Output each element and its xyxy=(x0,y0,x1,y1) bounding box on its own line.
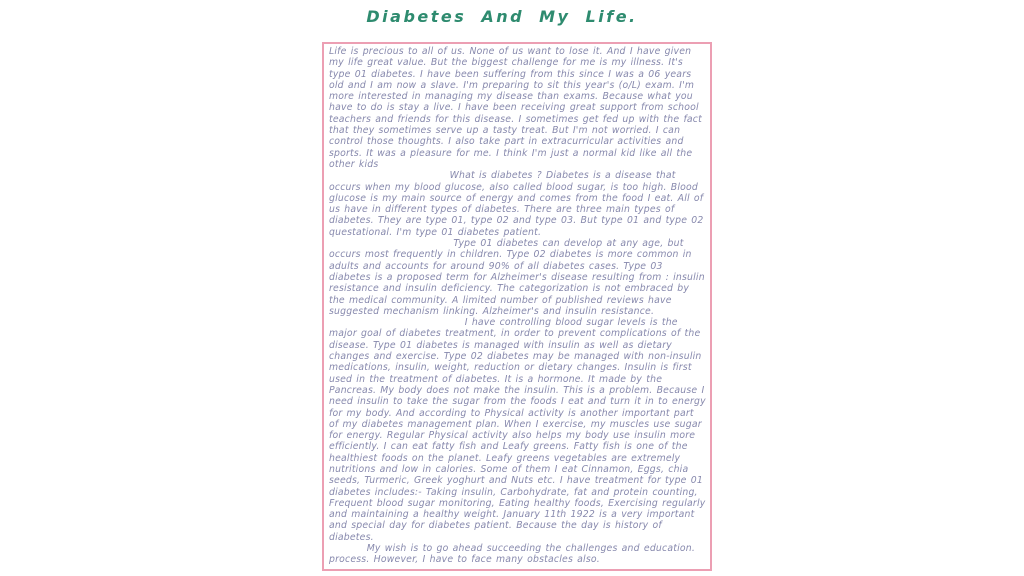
essay-paragraph: I have controlling blood sugar levels is the major goal of diabetes treatment, in order to prevent complications of the disease. Type 01 diabetes is managed with insulin as well as dietary changes and exercise. Type 02 diabetes may be managed with non-insulin medications, insulin, weight, reduction or dietary changes. Insulin is first used in the treatment of diabetes. It is a hormone. It made by the Pancreas. My body does not make the insulin. This is a problem. Because I need insulin to take the sugar from the foods I eat and turn it in to energy for my body. And according to Physical activity is another important part of my diabetes management plan. When I exercise, my muscles use sugar for energy. Regular Physical activity also helps my body use insulin more efficiently. I can eat fatty fish and Leafy greens. Fatty fish is one of the healthiest foods on the planet. Leafy greens vegetables are extremely nutritions and low in calories. Some of them I eat Cinnamon, Eggs, chia seeds, Turmeric, Greek yoghurt and Nuts etc. I have treatment for type 01 diabetes includes:- Taking insulin, Carbohydrate, fat and protein counting, Frequent blood sugar monitoring, Eating healthy foods, Exercising regularly and maintaining a healthy weight. January 11th 1922 is a very important and special day for diabetes patient. Because the day is history of diabetes. xyxy=(329,317,706,543)
essay-paragraph: Life is precious to all of us. None of us want to lose it. And I have given my life great value. But the biggest challenge for me is my illness. It's type 01 diabetes. I have been suffering from this since I was a 06 years old and I am now a slave. I'm preparing to sit this year's (o/L) exam. I'm more interested in managing my disease than exams. Because what you have to do is stay a live. I have been receiving great support from school teachers and friends for this disease. I sometimes get fed up with the fact that they sometimes serve up a tasty treat. But I'm not worried. I can control those thoughts. I also take part in extracurricular activities and sports. It was a pleasure for me. I think I'm just a normal kid like all the other kids xyxy=(329,46,702,170)
essay-paragraph: My wish is to go ahead succeeding the challenges and education. process. However, I have to face many obstacles also. xyxy=(329,543,695,566)
essay-title: Diabetes And My Life. xyxy=(366,7,638,26)
essay-border-box xyxy=(322,42,712,571)
essay-paragraph: Type 01 diabetes can develop at any age, but occurs most frequently in children. Type 02 diabetes is more common in adults and accounts for around 90% of all diabetes cases. Type 03 diabetes is a proposed term for Alzheimer's disease resulting from : insulin resistance and insulin deficiency. The categorization is not embraced by the medical community. A limited number of published reviews have suggested mechanism linking. Alzheimer's and insulin resistance. xyxy=(329,238,705,317)
essay-paragraph: What is diabetes ? Diabetes is a disease that occurs when my blood glucose, also called blood sugar, is too high. Blood glucose is my main source of energy and comes from the food I eat. All of us have in different types of diabetes. There are three main types of diabetes. They are type 01, type 02 and type 03. But type 01 and type 02 questational. I'm type 01 diabetes patient. xyxy=(329,170,704,238)
essay-body xyxy=(329,46,706,566)
